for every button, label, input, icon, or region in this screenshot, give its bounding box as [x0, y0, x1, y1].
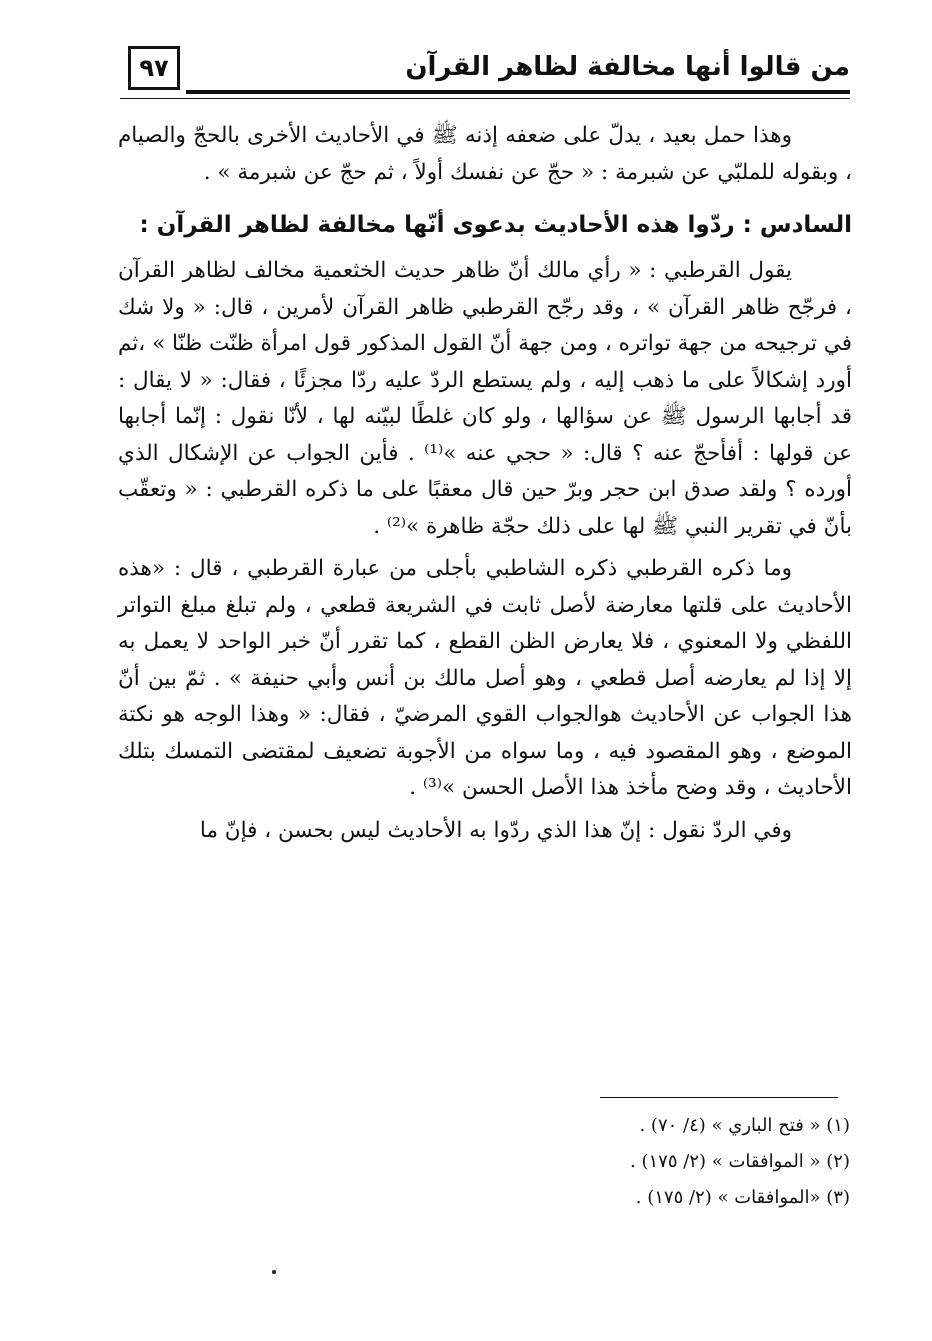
page-body — [118, 118, 852, 855]
section-heading: السادس : ردّوا هذه الأحاديث بدعوى أنّها مخالفة لظاهر القرآن : — [139, 212, 852, 238]
page-header — [120, 40, 850, 102]
header-rule-thick — [186, 90, 850, 94]
footnote-3: (٣) «الموافقات » (٢/ ١٧٥) . — [635, 1187, 850, 1208]
footnote-1: (١) « فتح الباري » (٤/ ٧٠) . — [639, 1115, 850, 1136]
footnote-separator — [600, 1097, 838, 1098]
paragraph-1: وهذا حمل بعيد ، يدلّ على ضعفه إذنه ﷺ في الأحاديث الأخرى بالحجّ والصيام ، وبقوله للملبّي عن شبرمة : « حجّ عن نفسك أولاً ، ثم حجّ عن شبرمة » . — [118, 123, 852, 185]
scan-speck — [272, 1270, 276, 1274]
paragraph-4: وفي الردّ نقول : إنّ هذا الذي ردّوا به الأحاديث ليس بحسن ، فإنّ ما — [199, 817, 792, 843]
paragraph-3: وما ذكره القرطبي ذكره الشاطبي بأجلى من عبارة القرطبي ، قال : «هذه الأحاديث على قلتها معارضة لأصل ثابت في الشريعة قطعي ، ولم تبلغ مبلغ التواتر اللفظي ولا المعنوي ، فلا يعارض الظن القطع ، كما تقرر أنّ خبر الواحد لا يعمل به إلا إذا لم يعارضه أصل قطعي ، وهو أصل مالك بن أنس وأبي حنيفة » . ثمّ بين أنّ هذا الجواب عن الأحاديث هوالجواب القوي المرضيّ ، فقال: « وهذا الوجه هو نكتة الموضع ، وهو المقصود فيه ، وما سواه من الأجوبة تضعيف لمقتضى التمسك بتلك الأحاديث ، وقد وضح مأخذ هذا الأصل الحسن »⁽³⁾ . — [118, 556, 852, 800]
page-number: ٩٧ — [128, 46, 180, 90]
header-rule-thin — [120, 98, 850, 99]
footnotes — [350, 1108, 850, 1216]
running-title: من قالوا أنها مخالفة لظاهر القرآن — [405, 52, 850, 82]
footnote-2: (٢) « الموافقات » (٢/ ١٧٥) . — [630, 1151, 850, 1172]
paragraph-2: يقول القرطبي : « رأي مالك أنّ ظاهر حديث الخثعمية مخالف لظاهر القرآن ، فرجّح ظاهر القرآن » ، وقد رجّح القرطبي ظاهر القرآن لأمرين ، قال: « ولا شك في ترجيحه من جهة تواتره ، ومن جهة أنّ القول المذكور قول امرأة ظنّت ظنّا » ،ثم أورد إشكالاً على ما ذهب إليه ، ولم يستطع الردّ عليه ردّا مجزئًا ، فقال: « لا يقال : قد أجابها الرسول ﷺ عن سؤالها ، ولو كان غلطًا لبيّنه لها ، لأنّا نقول : إنّما أجابها عن قولها : أفأحجّ عنه ؟ قال: « حجي عنه »⁽¹⁾ . فأين الجواب عن الإشكال الذي أورده ؟ ولقد صدق ابن حجر وبرّ حين قال معقبًا على ما ذكره القرطبي : « وتعقّب بأنّ في تقرير النبي ﷺ لها على ذلك حجّة ظاهرة »⁽²⁾ . — [118, 258, 852, 539]
